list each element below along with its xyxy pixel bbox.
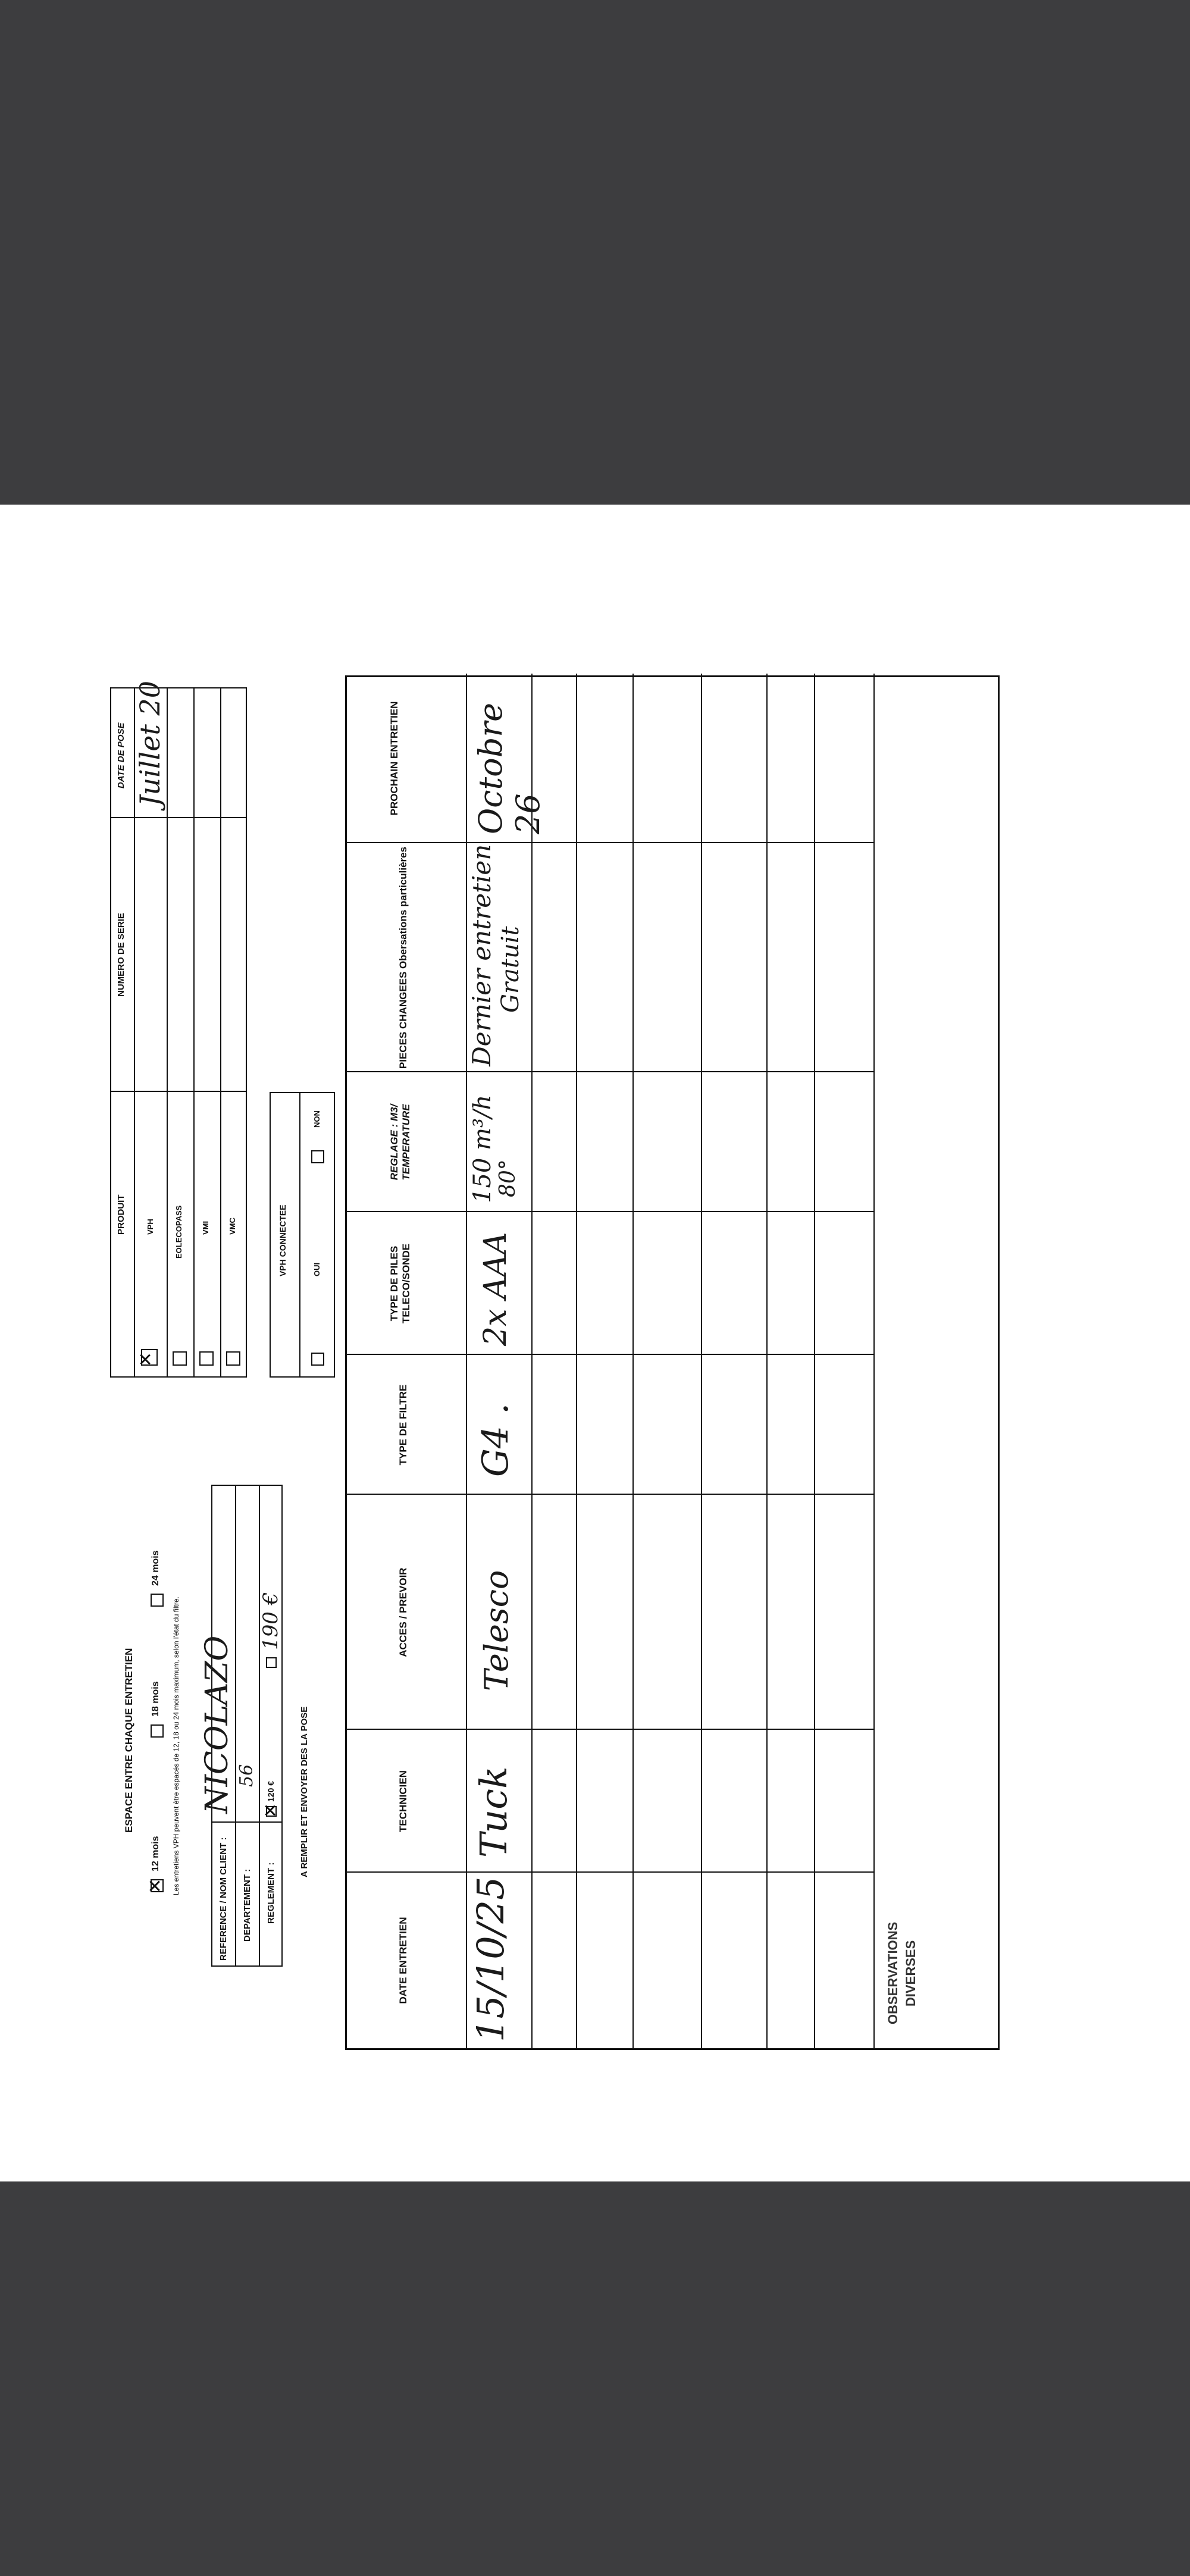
departement-label: DEPARTEMENT :: [242, 1868, 252, 1942]
produit-vph-checkbox[interactable]: [141, 1349, 158, 1366]
maintenance-form: [110, 550, 1003, 2068]
interval-12-checkbox[interactable]: [151, 1879, 164, 1892]
maintenance-table: [345, 675, 1000, 2050]
produit-vmi-checkbox[interactable]: [199, 1351, 214, 1366]
reglement-120-label: 120 €: [266, 1780, 275, 1802]
header-date-entretien: DATE ENTRETIEN: [397, 1917, 409, 2004]
header-technicien: TECHNICIEN: [397, 1770, 409, 1832]
row1-piles: 2x AAA: [478, 1232, 513, 1346]
produit-vmc-checkbox[interactable]: [226, 1351, 240, 1366]
interval-24-checkbox[interactable]: [151, 1594, 164, 1607]
interval-24-label: 24 mois: [151, 1550, 161, 1586]
row1-pieces-2: Gratuit: [497, 926, 524, 1013]
observations-label-1: OBSERVATIONS: [885, 1921, 900, 2024]
produit-eolecopass-label: EOLECOPASS: [174, 1205, 183, 1259]
interval-18-label: 18 mois: [151, 1681, 161, 1717]
reglement-label: REGLEMENT :: [266, 1862, 276, 1924]
row1-acces: Telesco: [478, 1570, 515, 1691]
interval-12-label: 12 mois: [151, 1836, 161, 1871]
header-type-filtre: TYPE DE FILTRE: [397, 1384, 409, 1466]
observations-label-2: DIVERSES: [903, 1940, 918, 2007]
reference-label: REFERENCE / NOM CLIENT :: [218, 1837, 228, 1961]
date-pose-value: Juillet 20: [134, 680, 166, 806]
product-box: [110, 687, 247, 1378]
row1-date: 15/10/25: [469, 1876, 512, 2042]
row1-filtre: G4 .: [475, 1403, 516, 1477]
header-acces: ACCES / PREVOIR: [397, 1567, 409, 1657]
produit-vmc-label: VMC: [228, 1217, 237, 1235]
vph-non-label: NON: [312, 1110, 321, 1128]
row1-pieces-1: Dernier entretien: [467, 844, 496, 1066]
interval-18-checkbox[interactable]: [151, 1724, 164, 1738]
produit-eolecopass-checkbox[interactable]: [173, 1351, 187, 1366]
interval-title: ESPACE ENTRE CHAQUE ENTRETIEN: [123, 1648, 134, 1833]
numero-serie-header: NUMERO DE SERIE: [116, 913, 126, 997]
vph-oui-label: OUI: [312, 1262, 321, 1276]
client-info-box: [199, 1485, 283, 1967]
header-reglage: REGLAGE : M3/ TEMPERATURE: [389, 1104, 412, 1181]
row1-technicien: Tuck: [472, 1766, 515, 1858]
header-pieces: PIECES CHANGEES Obersations particulières: [397, 846, 409, 1069]
departement-value: 56: [236, 1764, 257, 1787]
interval-note: Les entretiens VPH peuvent être espacés de 12, 18 ou 24 mois maximum, selon l'état du filtre.: [172, 1597, 180, 1895]
reglement-120-checkbox[interactable]: [266, 1806, 277, 1817]
row1-reglage-1: 150 m³/h: [469, 1094, 496, 1203]
header-type-piles: TYPE DE PILES TELECO/SONDE: [389, 1243, 412, 1324]
vph-connectee-label: VPH CONNECTEE: [278, 1204, 287, 1276]
row1-prochain: Octobre 26: [472, 702, 547, 834]
row1-reglage-2: 80°: [496, 1159, 520, 1197]
produit-header: PRODUIT: [116, 1194, 126, 1235]
date-pose-header: DATE DE POSE: [116, 722, 126, 788]
remplir-note: A REMPLIR ET ENVOYER DES LA POSE: [299, 1706, 309, 1877]
vph-oui-checkbox[interactable]: [311, 1353, 324, 1366]
reglement-other-checkbox[interactable]: [266, 1657, 277, 1668]
reference-value: NICOLAZO: [199, 1635, 235, 1814]
reglement-value: 190 €: [259, 1592, 283, 1650]
produit-vph-label: VPH: [146, 1219, 155, 1235]
vph-non-checkbox[interactable]: [311, 1150, 324, 1163]
produit-vmi-label: VMI: [201, 1220, 210, 1235]
header-prochain: PROCHAIN ENTRETIEN: [389, 701, 400, 816]
